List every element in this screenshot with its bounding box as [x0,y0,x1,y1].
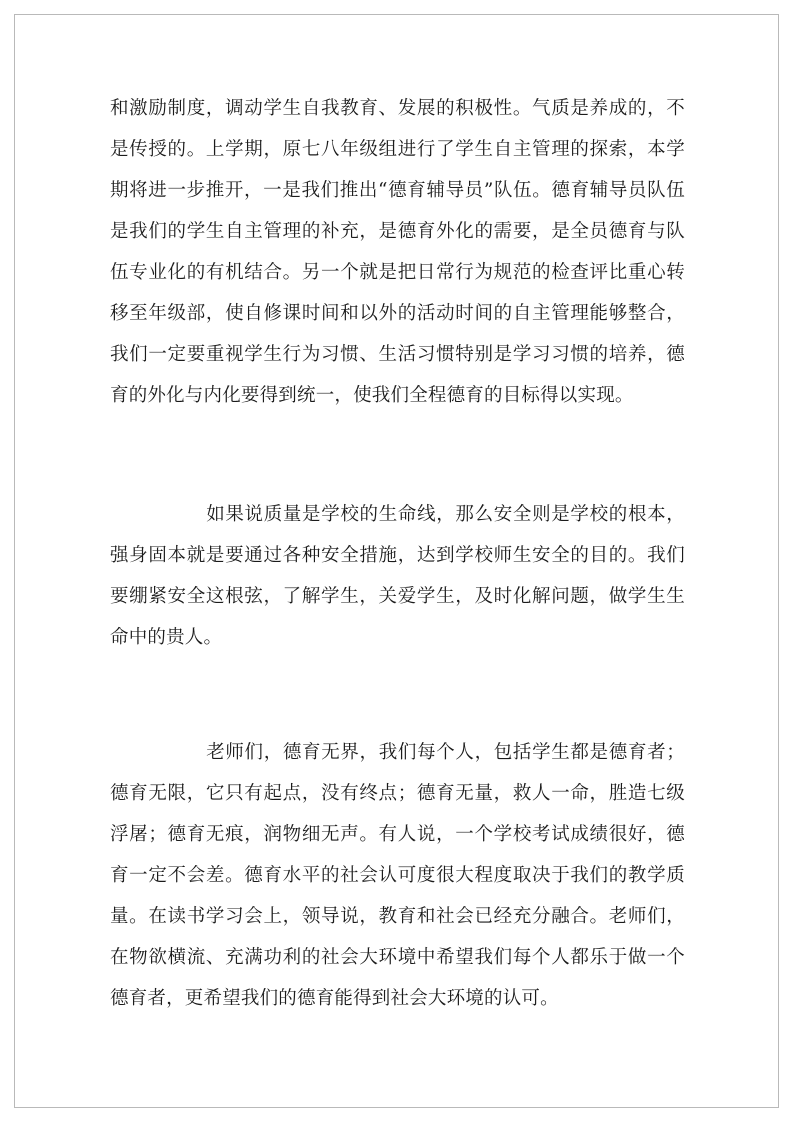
document-body [110,88,685,1019]
body-paragraph-1: 和激励制度，调动学生自我教育、发展的积极性。气质是养成的，不是传授的。上学期，原七八年级组进行了学生自主管理的探索，本学期将进一步推开，一是我们推出“德育辅导员”队伍。德育辅导员队伍是我们的学生自主管理的补充，是德育外化的需要，是全员德育与队伍专业化的有机结合。另一个就是把日常行为规范的检查评比重心转移至年级部，使自修课时间和以外的活动时间的自主管理能够整合，我们一定要重视学生行为习惯、生活习惯特别是学习习惯的培养，德育的外化与内化要得到统一，使我们全程德育的目标得以实现。 [110,98,685,406]
paragraph-spacer-2 [110,658,685,732]
body-paragraph-2: 如果说质量是学校的生命线，那么安全则是学校的根本，强身固本就是要通过各种安全措施，达到学校师生安全的目的。我们要绷紧安全这根弦，了解学生，关爱学生，及时化解问题，做学生生命中的贵人。 [110,504,685,648]
paragraph-spacer-1 [110,416,685,494]
body-paragraph-3: 老师们，德育无界，我们每个人，包括学生都是德育者；德育无限，它只有起点，没有终点；德育无量，救人一命，胜造七级浮屠；德育无痕，润物细无声。有人说，一个学校考试成绩很好，德育一定不会差。德育水平的社会认可度很大程度取决于我们的教学质量。在读书学习会上，领导说，教育和社会已经充分融合。老师们，在物欲横流、充满功利的社会大环境中希望我们每个人都乐于做一个德育者，更希望我们的德育能得到社会大环境的认可。 [110,742,685,1009]
